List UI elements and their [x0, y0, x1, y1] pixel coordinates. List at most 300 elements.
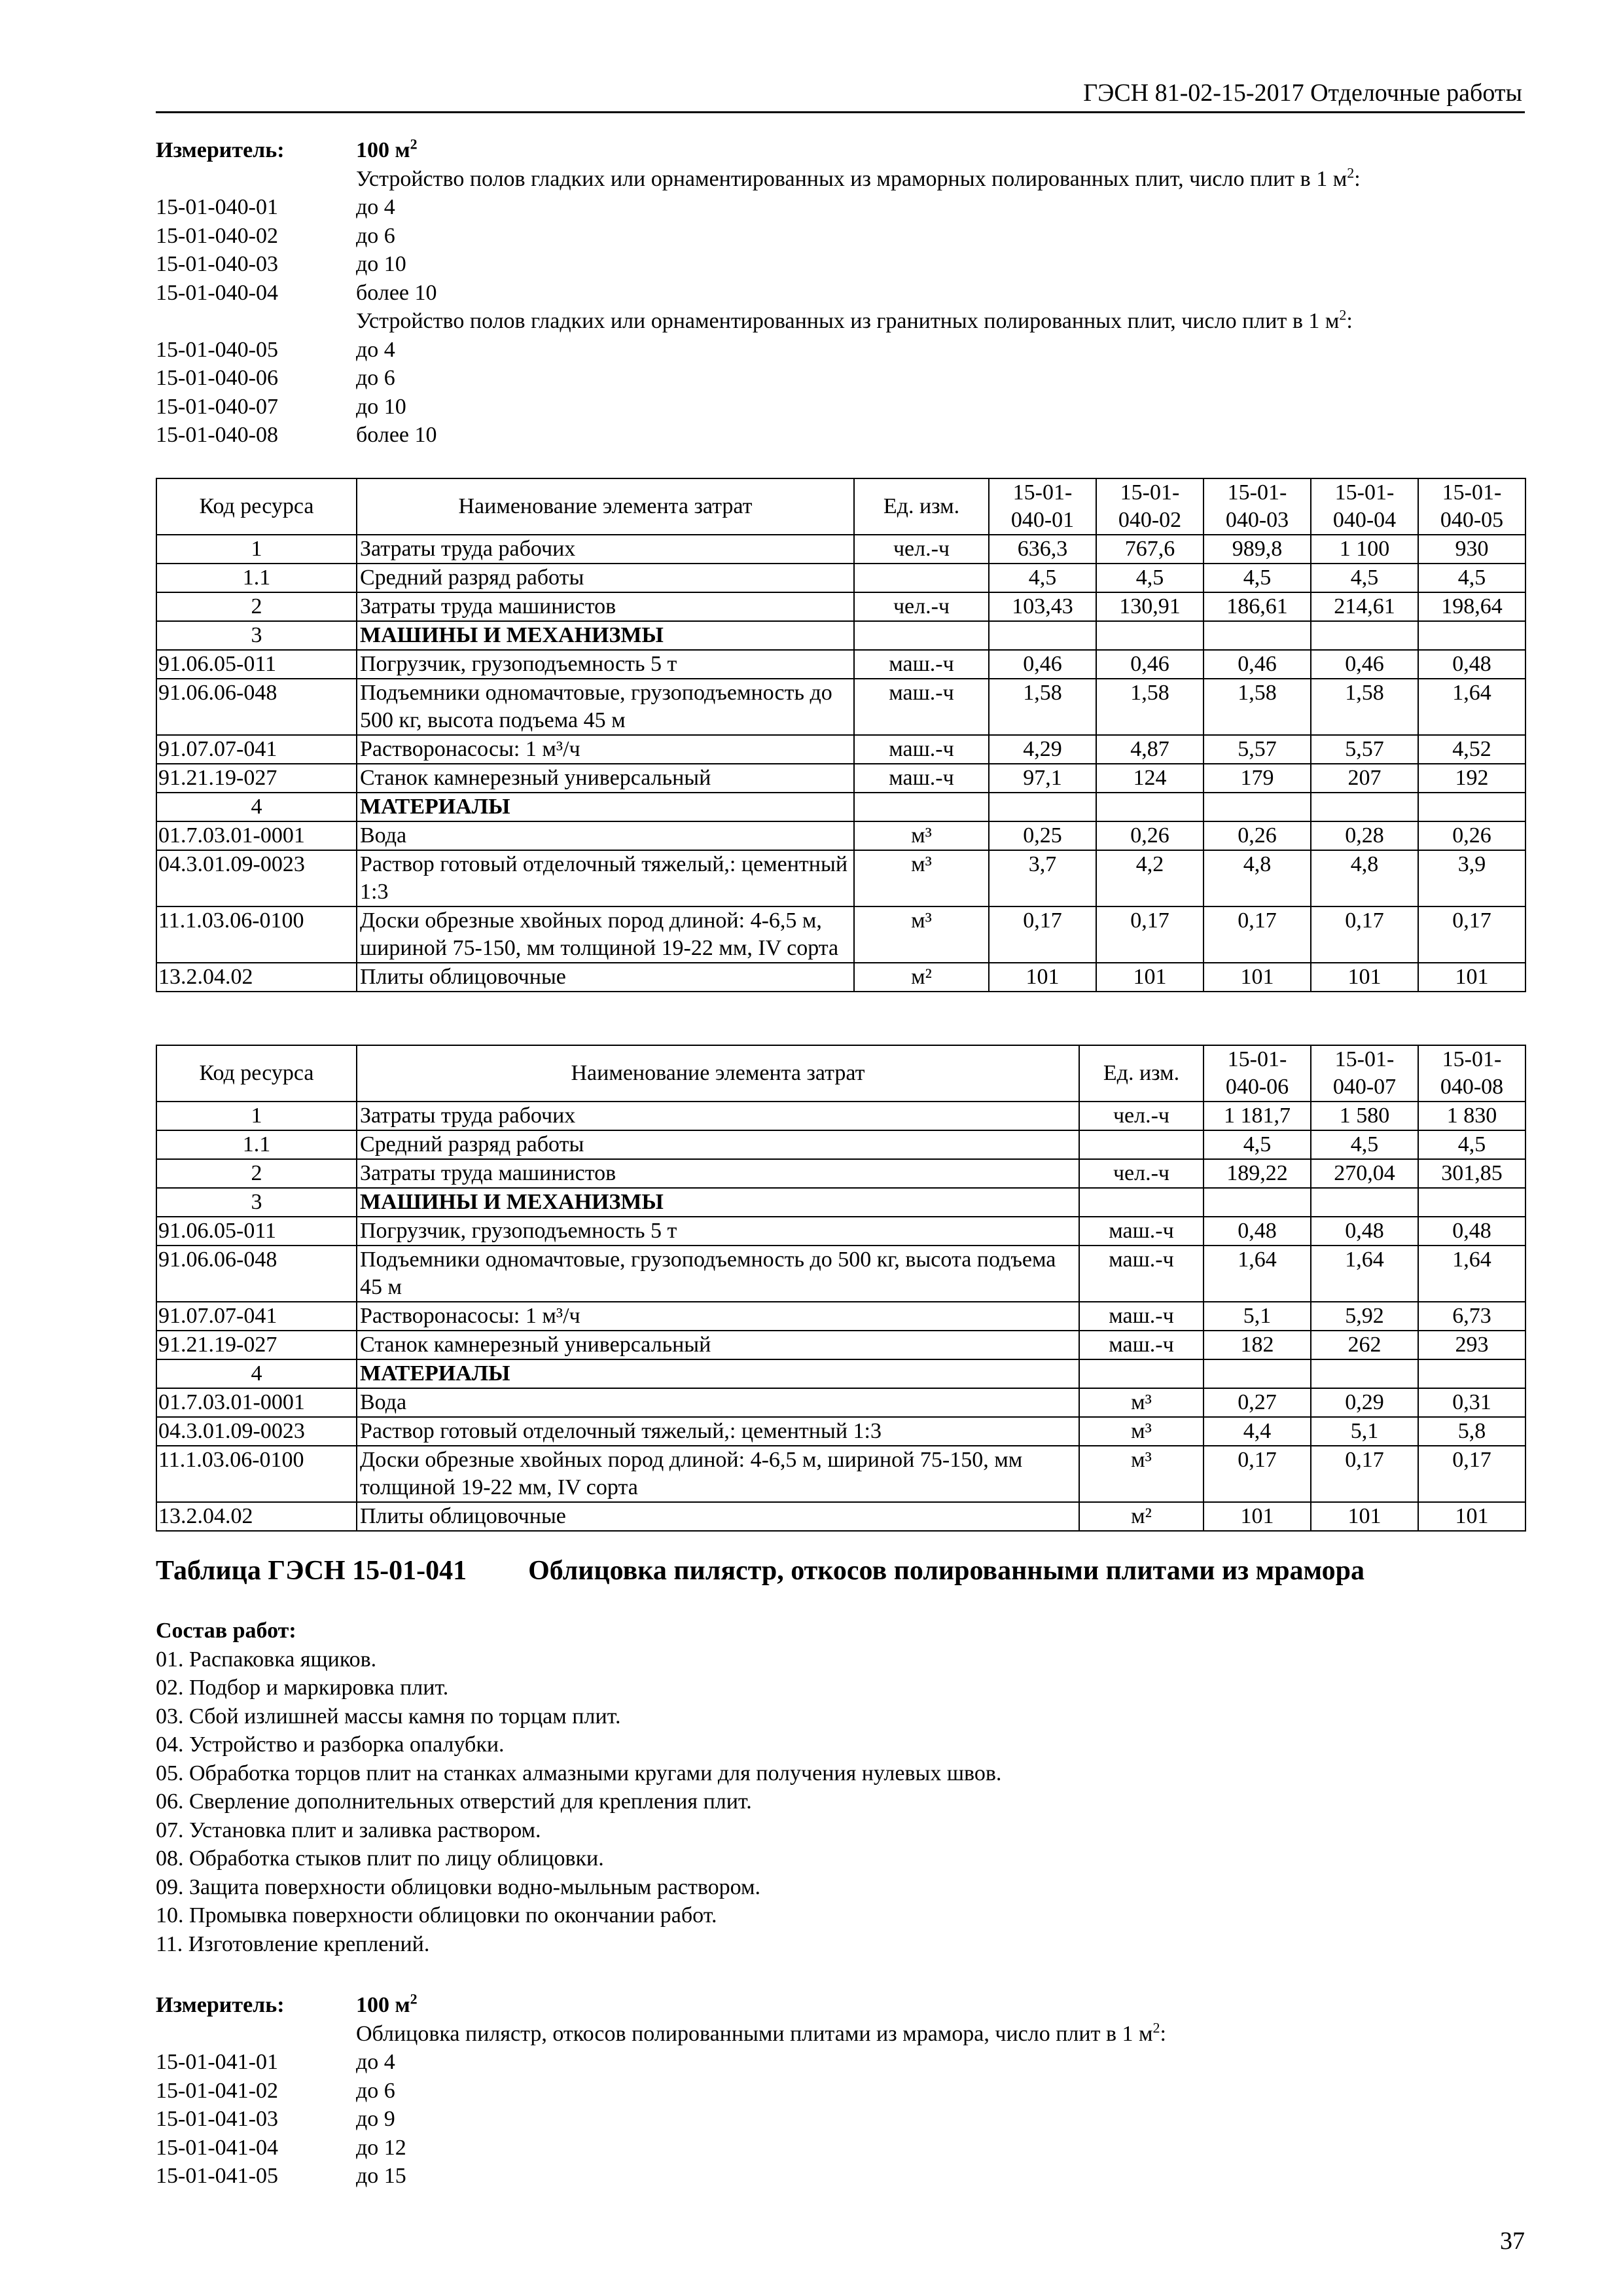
measurement-row [156, 393, 1530, 422]
measurement-unit [356, 136, 1530, 165]
section-row [156, 793, 1525, 821]
resource-code: 2 [156, 1159, 357, 1188]
header-norm-code: 15-01-040-05 [1418, 478, 1525, 535]
resource-value [1311, 1359, 1418, 1388]
header-norm-code: 15-01-040-06 [1204, 1045, 1311, 1102]
resource-value: 4,5 [1204, 564, 1311, 592]
resource-unit [854, 621, 989, 650]
resource-value: 4,2 [1096, 850, 1204, 906]
composition-item: 01. Распаковка ящиков. [156, 1647, 377, 1672]
resource-value: 4,8 [1204, 850, 1311, 906]
measurement-row [156, 2077, 1530, 2106]
measurement-row [156, 2162, 1530, 2191]
resource-unit: м³ [1079, 1446, 1204, 1502]
header-norm-code: 15-01-040-07 [1311, 1045, 1418, 1102]
resource-value: 1,58 [989, 679, 1096, 735]
resource-value: 0,27 [1204, 1388, 1311, 1417]
resource-name: Погрузчик, грузоподъемность 5 т [357, 650, 854, 679]
resource-value: 101 [989, 963, 1096, 992]
unit-text: 100 м [356, 1993, 410, 2017]
resource-name: Средний разряд работы [357, 1130, 1079, 1159]
resource-value [1204, 1359, 1311, 1388]
resource-value: 5,92 [1311, 1302, 1418, 1331]
resource-unit: чел.-ч [1079, 1159, 1204, 1188]
measurement-block-2 [156, 1991, 1530, 2191]
resource-value: 3,9 [1418, 850, 1525, 906]
norm-code: 15-01-040-05 [156, 337, 278, 362]
norm-text: до 6 [356, 366, 395, 390]
header-norm-code: 15-01-040-08 [1418, 1045, 1525, 1102]
resource-value [1096, 793, 1204, 821]
resource-value: 0,46 [1311, 650, 1418, 679]
norm-description [356, 2020, 1530, 2049]
norm-description [356, 2048, 1530, 2077]
resource-value: 0,26 [1204, 821, 1311, 850]
resource-value [1204, 621, 1311, 650]
resource-value: 103,43 [989, 592, 1096, 621]
resource-value: 101 [1096, 963, 1204, 992]
header-norm-code: 15-01-040-02 [1096, 478, 1204, 535]
resource-value [989, 621, 1096, 650]
composition-item: 06. Сверление дополнительных отверстий для крепления плит. [156, 1789, 752, 1814]
table-row [156, 592, 1525, 621]
table-row [156, 1446, 1525, 1502]
table-row [156, 535, 1525, 564]
norm-text: до 4 [356, 337, 395, 362]
norm-description [356, 2134, 1530, 2162]
norm-superscript: 2 [1152, 2019, 1160, 2036]
norm-code: 15-01-040-04 [156, 280, 278, 305]
section-row [156, 621, 1525, 650]
measurement-row [156, 165, 1530, 194]
norm-code [156, 165, 356, 194]
measurement-block-1 [156, 136, 1530, 450]
resource-value: 0,48 [1418, 1217, 1525, 1246]
resource-unit: м³ [854, 906, 989, 963]
table-row [156, 1217, 1525, 1246]
resource-value [1311, 1188, 1418, 1217]
norm-description [356, 250, 1530, 279]
table-row [156, 1159, 1525, 1188]
resource-value: 4,5 [1418, 1130, 1525, 1159]
table-row [156, 650, 1525, 679]
header-code: Код ресурса [156, 1045, 357, 1102]
norm-superscript: 2 [1347, 164, 1355, 181]
resource-value: 1,64 [1418, 679, 1525, 735]
norm-tail: : [1354, 166, 1361, 191]
resource-unit [1079, 1130, 1204, 1159]
resource-value: 1,64 [1204, 1246, 1311, 1302]
norm-code: 15-01-041-02 [156, 2078, 278, 2103]
table-code: Таблица ГЭСН 15-01-041 [156, 1556, 467, 1586]
resource-unit: м³ [1079, 1388, 1204, 1417]
resource-value: 207 [1311, 764, 1418, 793]
resource-value: 1,58 [1096, 679, 1204, 735]
resource-code: 4 [156, 793, 357, 821]
table-row [156, 1246, 1525, 1302]
norm-code [156, 307, 356, 336]
resource-value: 4,5 [1096, 564, 1204, 592]
resource-name: Затраты труда машинистов [357, 592, 854, 621]
resource-value: 0,17 [1418, 1446, 1525, 1502]
header-norm-code: 15-01-040-03 [1204, 478, 1311, 535]
resource-name: Раствор готовый отделочный тяжелый,: цементный 1:3 [357, 850, 854, 906]
resource-name: Затраты труда рабочих [357, 1102, 1079, 1130]
resource-unit: м² [1079, 1502, 1204, 1531]
resource-name: МАШИНЫ И МЕХАНИЗМЫ [357, 621, 854, 650]
resource-code: 91.07.07-041 [156, 1302, 357, 1331]
norm-tail: : [1346, 309, 1353, 333]
norm-description [356, 222, 1530, 251]
table-title [156, 1555, 1364, 1587]
resource-value: 1 181,7 [1204, 1102, 1311, 1130]
resource-value: 0,48 [1311, 1217, 1418, 1246]
resource-value: 101 [1418, 1502, 1525, 1531]
resource-value [1096, 621, 1204, 650]
resource-unit: маш.-ч [1079, 1331, 1204, 1359]
norm-code: 15-01-040-08 [156, 423, 278, 447]
header-name: Наименование элемента затрат [357, 1045, 1079, 1102]
resource-code: 91.06.05-011 [156, 1217, 357, 1246]
resource-value: 4,87 [1096, 735, 1204, 764]
norm-text: до 6 [356, 223, 395, 248]
resource-name: МАТЕРИАЛЫ [357, 793, 854, 821]
norm-text: до 12 [356, 2135, 406, 2160]
resource-code: 3 [156, 1188, 357, 1217]
norm-description [356, 2162, 1530, 2191]
resource-value: 214,61 [1311, 592, 1418, 621]
resource-name: МАШИНЫ И МЕХАНИЗМЫ [357, 1188, 1079, 1217]
resource-unit: маш.-ч [1079, 1217, 1204, 1246]
resource-value: 1,64 [1311, 1246, 1418, 1302]
resource-value: 124 [1096, 764, 1204, 793]
unit-superscript: 2 [410, 1990, 418, 2007]
resource-value: 0,26 [1418, 821, 1525, 850]
resource-value: 930 [1418, 535, 1525, 564]
measurement-row [156, 336, 1530, 365]
resource-value: 636,3 [989, 535, 1096, 564]
resource-value: 0,25 [989, 821, 1096, 850]
resource-value: 0,17 [989, 906, 1096, 963]
norm-text: до 9 [356, 2107, 395, 2131]
table-row [156, 821, 1525, 850]
table-row [156, 564, 1525, 592]
resource-unit: маш.-ч [854, 679, 989, 735]
resource-value: 0,31 [1418, 1388, 1525, 1417]
resource-name: Подъемники одномачтовые, грузоподъемность до 500 кг, высота подъема 45 м [357, 679, 854, 735]
resource-unit [854, 793, 989, 821]
resource-code: 91.06.06-048 [156, 1246, 357, 1302]
resource-value: 0,17 [1311, 1446, 1418, 1502]
resource-value: 262 [1311, 1331, 1418, 1359]
resource-value: 4,5 [1204, 1130, 1311, 1159]
norm-text: Устройство полов гладких или орнаментированных из гранитных полированных плит, число плит в 1 м [356, 309, 1340, 333]
norm-text: до 4 [356, 2050, 395, 2074]
norm-code: 15-01-041-01 [156, 2050, 278, 2074]
unit-superscript: 2 [410, 135, 418, 152]
table-row [156, 1502, 1525, 1531]
resource-value: 101 [1418, 963, 1525, 992]
resource-name: Доски обрезные хвойных пород длиной: 4-6,5 м, шириной 75-150, мм толщиной 19-22 мм, IV сорта [357, 906, 854, 963]
resource-code: 11.1.03.06-0100 [156, 1446, 357, 1502]
resource-code: 91.06.06-048 [156, 679, 357, 735]
resource-value: 4,5 [989, 564, 1096, 592]
resource-value: 0,17 [1204, 1446, 1311, 1502]
resource-value: 101 [1311, 963, 1418, 992]
measurement-row [156, 279, 1530, 308]
resource-value: 189,22 [1204, 1159, 1311, 1188]
measurement-row [156, 2020, 1530, 2049]
resource-value: 0,48 [1204, 1217, 1311, 1246]
resource-value: 179 [1204, 764, 1311, 793]
resource-name: Растворонасосы: 1 м³/ч [357, 1302, 1079, 1331]
resource-code: 1.1 [156, 564, 357, 592]
resource-value: 0,17 [1204, 906, 1311, 963]
resource-unit: м² [854, 963, 989, 992]
norm-code: 15-01-040-03 [156, 252, 278, 276]
resource-value: 301,85 [1418, 1159, 1525, 1188]
table-header-row [156, 1045, 1525, 1102]
resource-value: 0,48 [1418, 650, 1525, 679]
resource-value [989, 793, 1096, 821]
table-row [156, 1388, 1525, 1417]
resource-unit: м³ [1079, 1417, 1204, 1446]
resource-value: 3,7 [989, 850, 1096, 906]
resource-value: 4,5 [1418, 564, 1525, 592]
measurement-row [156, 2105, 1530, 2134]
norm-description [356, 307, 1530, 336]
resource-value: 198,64 [1418, 592, 1525, 621]
resource-value: 4,5 [1311, 1130, 1418, 1159]
resource-value: 1 830 [1418, 1102, 1525, 1130]
composition-item: 04. Устройство и разборка опалубки. [156, 1732, 505, 1757]
norm-text: более 10 [356, 423, 437, 447]
header-unit: Ед. изм. [1079, 1045, 1204, 1102]
norm-tail: : [1160, 2021, 1166, 2046]
composition-item: 08. Обработка стыков плит по лицу облицовки. [156, 1846, 604, 1871]
norm-code: 15-01-041-03 [156, 2107, 278, 2131]
table-row [156, 963, 1525, 992]
composition-item: 11. Изготовление креплений. [156, 1931, 430, 1956]
resource-code: 04.3.01.09-0023 [156, 850, 357, 906]
work-composition [156, 1617, 1001, 1958]
resource-name: Вода [357, 1388, 1079, 1417]
resource-value: 6,73 [1418, 1302, 1525, 1331]
resource-unit: чел.-ч [854, 535, 989, 564]
measurement-row [156, 250, 1530, 279]
resource-name: Плиты облицовочные [357, 963, 854, 992]
norm-description [356, 165, 1530, 194]
resource-value: 4,4 [1204, 1417, 1311, 1446]
resource-name: Затраты труда рабочих [357, 535, 854, 564]
resource-value: 0,28 [1311, 821, 1418, 850]
composition-item: 09. Защита поверхности облицовки водно-мыльным раствором. [156, 1874, 761, 1899]
resource-unit: маш.-ч [854, 764, 989, 793]
page-number: 37 [1500, 2227, 1525, 2255]
norm-text: Облицовка пилястр, откосов полированными плитами из мрамора, число плит в 1 м [356, 2021, 1153, 2046]
measurement-row [156, 2048, 1530, 2077]
table-row [156, 1130, 1525, 1159]
table-row [156, 735, 1525, 764]
norm-description [356, 279, 1530, 308]
resource-value: 1,64 [1418, 1246, 1525, 1302]
table-header-row [156, 478, 1525, 535]
table-row [156, 1302, 1525, 1331]
table-row [156, 679, 1525, 735]
resource-value: 186,61 [1204, 592, 1311, 621]
resource-value: 0,46 [1204, 650, 1311, 679]
resource-value: 0,17 [1311, 906, 1418, 963]
norm-text: до 6 [356, 2078, 395, 2103]
resource-code: 1 [156, 1102, 357, 1130]
table-row [156, 850, 1525, 906]
composition-title: Состав работ: [156, 1619, 296, 1643]
norm-description [356, 193, 1530, 222]
resource-name: Погрузчик, грузоподъемность 5 т [357, 1217, 1079, 1246]
header-norm-code: 15-01-040-01 [989, 478, 1096, 535]
resource-value: 4,8 [1311, 850, 1418, 906]
norm-code: 15-01-040-02 [156, 223, 278, 248]
resource-value: 5,57 [1311, 735, 1418, 764]
norm-description [356, 2105, 1530, 2134]
resource-value: 989,8 [1204, 535, 1311, 564]
resource-value: 0,29 [1311, 1388, 1418, 1417]
resource-name: Плиты облицовочные [357, 1502, 1079, 1531]
resource-value: 192 [1418, 764, 1525, 793]
norm-text: до 10 [356, 252, 406, 276]
norm-superscript: 2 [1339, 306, 1347, 323]
measurement-label: Измеритель: [156, 138, 285, 162]
resource-value: 4,52 [1418, 735, 1525, 764]
resource-code: 91.21.19-027 [156, 764, 357, 793]
header-norm-code: 15-01-040-04 [1311, 478, 1418, 535]
norm-description [356, 2077, 1530, 2106]
resource-code: 13.2.04.02 [156, 963, 357, 992]
resource-code: 01.7.03.01-0001 [156, 821, 357, 850]
resource-code: 1.1 [156, 1130, 357, 1159]
resource-name: Станок камнерезный универсальный [357, 1331, 1079, 1359]
resource-value [1311, 621, 1418, 650]
resource-code: 91.06.05-011 [156, 650, 357, 679]
norm-text: до 15 [356, 2164, 406, 2188]
table-row [156, 764, 1525, 793]
measurement-row [156, 364, 1530, 393]
measurement-row [156, 307, 1530, 336]
resource-code: 11.1.03.06-0100 [156, 906, 357, 963]
resource-value: 270,04 [1311, 1159, 1418, 1188]
measurement-line [156, 136, 1530, 165]
composition-item: 07. Установка плит и заливка раствором. [156, 1818, 541, 1842]
resource-unit [1079, 1188, 1204, 1217]
resource-code: 2 [156, 592, 357, 621]
resource-code: 01.7.03.01-0001 [156, 1388, 357, 1417]
resource-code: 91.07.07-041 [156, 735, 357, 764]
composition-item: 03. Сбой излишней массы камня по торцам плит. [156, 1704, 621, 1729]
composition-item: 02. Подбор и маркировка плит. [156, 1676, 449, 1700]
norm-code [156, 2020, 356, 2049]
resource-value [1418, 1359, 1525, 1388]
resource-name: МАТЕРИАЛЫ [357, 1359, 1079, 1388]
table-row [156, 1102, 1525, 1130]
table-name: Облицовка пилястр, откосов полированными плитами из мрамора [528, 1556, 1364, 1586]
resource-value: 5,1 [1204, 1302, 1311, 1331]
resource-table-1 [156, 478, 1526, 992]
header-name: Наименование элемента затрат [357, 478, 854, 535]
resource-code: 4 [156, 1359, 357, 1388]
resource-value: 1 580 [1311, 1102, 1418, 1130]
table-row [156, 906, 1525, 963]
resource-value: 4,29 [989, 735, 1096, 764]
resource-unit [1079, 1359, 1204, 1388]
resource-value: 767,6 [1096, 535, 1204, 564]
resource-unit: маш.-ч [854, 650, 989, 679]
measurement-label: Измеритель: [156, 1993, 285, 2017]
resource-value: 5,1 [1311, 1417, 1418, 1446]
resource-value: 0,46 [1096, 650, 1204, 679]
section-row [156, 1188, 1525, 1217]
norm-description [356, 421, 1530, 450]
norm-code: 15-01-041-05 [156, 2164, 278, 2188]
resource-value [1311, 793, 1418, 821]
resource-name: Станок камнерезный универсальный [357, 764, 854, 793]
norm-code: 15-01-040-06 [156, 366, 278, 390]
resource-code: 04.3.01.09-0023 [156, 1417, 357, 1446]
norm-text: Устройство полов гладких или орнаментированных из мраморных полированных плит, число плит в 1 м [356, 166, 1347, 191]
unit-text: 100 м [356, 138, 410, 162]
resource-value: 0,17 [1096, 906, 1204, 963]
header-title: ГЭСН 81-02-15-2017 Отделочные работы [1083, 79, 1522, 107]
norm-description [356, 364, 1530, 393]
resource-unit: маш.-ч [1079, 1302, 1204, 1331]
resource-unit: маш.-ч [1079, 1246, 1204, 1302]
resource-value: 97,1 [989, 764, 1096, 793]
resource-unit: чел.-ч [854, 592, 989, 621]
resource-value: 0,17 [1418, 906, 1525, 963]
resource-table-2 [156, 1045, 1526, 1532]
resource-value [1418, 1188, 1525, 1217]
resource-name: Доски обрезные хвойных пород длиной: 4-6,5 м, шириной 75-150, мм толщиной 19-22 мм, IV сорта [357, 1446, 1079, 1502]
resource-value: 1 100 [1311, 535, 1418, 564]
norm-text: более 10 [356, 280, 437, 305]
section-row [156, 1359, 1525, 1388]
resource-value [1204, 1188, 1311, 1217]
resource-value: 101 [1204, 963, 1311, 992]
header-code: Код ресурса [156, 478, 357, 535]
norm-code: 15-01-040-07 [156, 394, 278, 419]
norm-text: до 10 [356, 394, 406, 419]
measurement-row [156, 193, 1530, 222]
resource-name: Растворонасосы: 1 м³/ч [357, 735, 854, 764]
norm-code: 15-01-040-01 [156, 195, 278, 219]
resource-unit: м³ [854, 850, 989, 906]
resource-code: 3 [156, 621, 357, 650]
resource-value: 0,26 [1096, 821, 1204, 850]
resource-value: 130,91 [1096, 592, 1204, 621]
measurement-row [156, 2134, 1530, 2162]
header-unit: Ед. изм. [854, 478, 989, 535]
resource-value: 0,46 [989, 650, 1096, 679]
table-row [156, 1417, 1525, 1446]
norm-code: 15-01-041-04 [156, 2135, 278, 2160]
resource-value: 1,58 [1311, 679, 1418, 735]
resource-value: 5,8 [1418, 1417, 1525, 1446]
resource-code: 1 [156, 535, 357, 564]
measurement-row [156, 222, 1530, 251]
resource-name: Раствор готовый отделочный тяжелый,: цементный 1:3 [357, 1417, 1079, 1446]
resource-value: 4,5 [1311, 564, 1418, 592]
running-header [156, 71, 1525, 113]
resource-code: 13.2.04.02 [156, 1502, 357, 1531]
